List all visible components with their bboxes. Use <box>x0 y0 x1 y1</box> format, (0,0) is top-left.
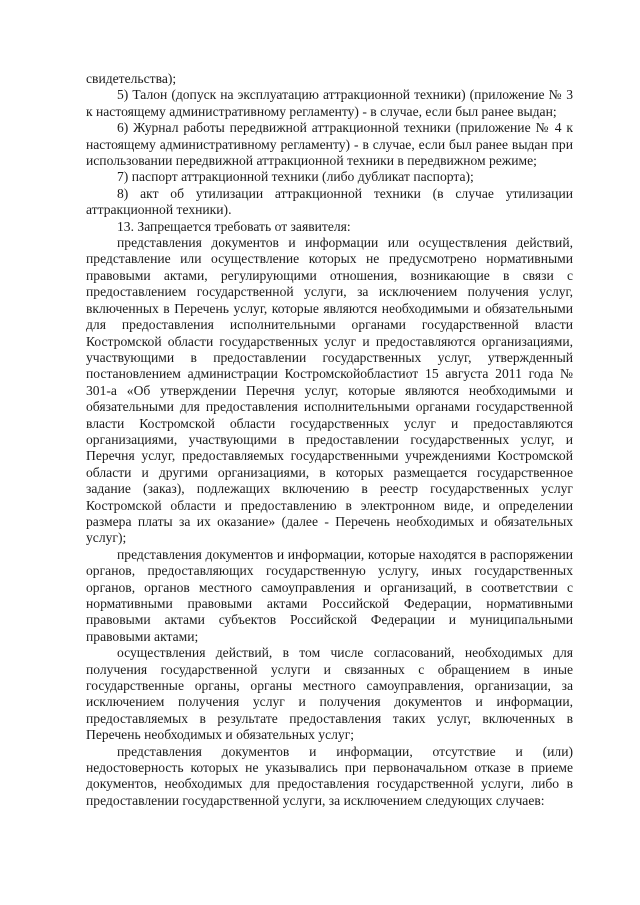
paragraph-prohibition-1: представления документов и информации или осуществления действий, представление или осуществление которых не предусмотрено нормативными правовыми актами, регулирующими отношения, возникающие в связи с предоставлением государственной услуги, за исключением получения услуг, включенных в Перечень услуг, которые являются необходимыми и обязательными для предоставления исполнительными органами государственной власти Костромской области государственных услуг и предоставляются организациями, участвующими в предоставлении государственных услуг, утвержденный постановлением администрации Костромскойобластиот 15 августа 2011 года № 301-а «Об утверждении Перечня услуг, которые являются необходимыми и обязательными для предоставления исполнительными органами государственной власти Костромской области государственных услуг и предоставляются организациями, участвующими в предоставлении государственных услуг, и Перечня услуг, предоставляемых государственными учреждениями Костромской области и другими организациями, в которых размещается государственное задание (заказ), подлежащих включению в реестр государственных услуг Костромской области и предоставлению в электронном виде, и определении размера платы за их оказание» (далее - Перечень необходимых и обязательных услуг); <box>86 235 573 546</box>
document-body <box>86 71 573 809</box>
paragraph-section-13: 13. Запрещается требовать от заявителя: <box>117 218 351 234</box>
paragraph-prohibition-4: представления документов и информации, отсутствие и (или) недостоверность которых не указывались при первоначальном отказе в приеме документов, необходимых для предоставления государственной услуги, либо в предоставлении государственной услуги, за исключением следующих случаев: <box>86 743 573 808</box>
paragraph-continuation: свидетельства); <box>86 71 177 86</box>
paragraph-item-8: 8) акт об утилизации аттракционной техники (в случае утилизации аттракционной техники). <box>86 185 573 218</box>
paragraph-prohibition-3: осуществления действий, в том числе согласований, необходимых для получения государственной услуги и связанных с обращением в иные государственные органы, органы местного самоуправления, организации, за исключением получения услуг и получения документов и информации, предоставляемых в результате предоставления таких услуг, включенных в Перечень необходимых и обязательных услуг; <box>86 645 573 743</box>
paragraph-item-7: 7) паспорт аттракционной техники (либо дубликат паспорта); <box>117 169 474 185</box>
paragraph-item-5: 5) Талон (допуск на эксплуатацию аттракционной техники) (приложение № 3 к настоящему административному регламенту) - в случае, если был ранее выдан; <box>86 87 573 119</box>
paragraph-item-6: 6) Журнал работы передвижной аттракционной техники (приложение № 4 к настоящему административному регламенту) - в случае, если был ранее выдан при использовании передвижной аттракционной техники в передвижном режиме; <box>86 120 573 169</box>
paragraph-prohibition-2: представления документов и информации, которые находятся в распоряжении органов, предоставляющих государственную услугу, иных государственных органов, органов местного самоуправления и организаций, в соответствии с нормативными правовыми актами Российской Федерации, нормативными правовыми актами субъектов Российской Федерации и муниципальными правовыми актами; <box>86 546 573 644</box>
